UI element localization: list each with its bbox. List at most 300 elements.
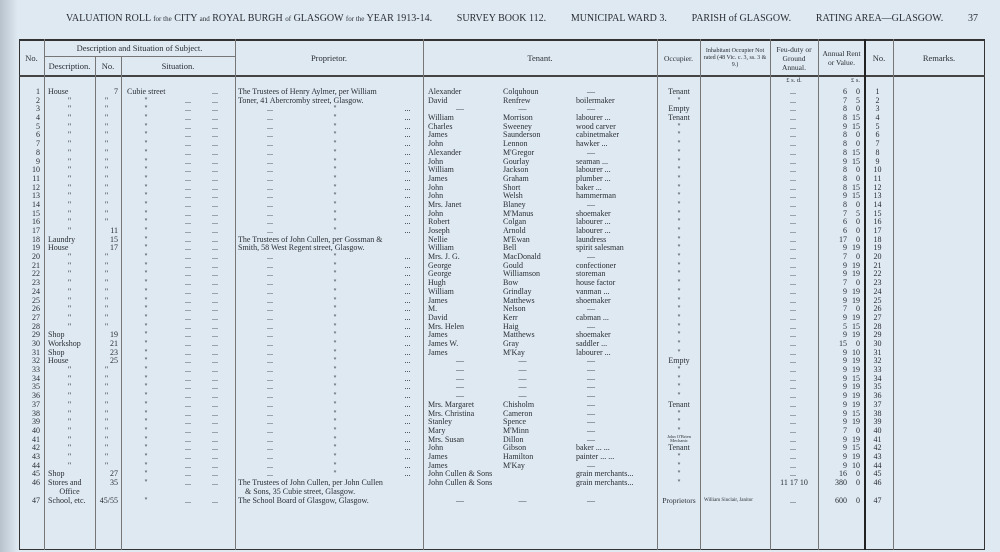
feu-duty-dots: ... <box>790 496 796 506</box>
tenant-first-name: David <box>428 312 448 322</box>
tenant-first-name: Mrs. J. G. <box>428 252 460 262</box>
row-number-right: 3 <box>875 104 880 114</box>
rent-pounds: 9 <box>843 156 847 166</box>
leader-dots: ... <box>267 330 273 340</box>
leader-dots: ... <box>267 139 273 149</box>
tenant-occupation: baker ... ... <box>576 443 610 453</box>
feu-duty-dots: ... <box>790 373 796 383</box>
occupier: " <box>677 347 681 357</box>
leader-dots: ... <box>212 130 218 140</box>
proprietor-ditto: " <box>333 469 337 479</box>
row-number-right: 12 <box>873 182 882 192</box>
leader-dots: ... <box>212 182 218 192</box>
tenant-occupation: — <box>587 434 595 444</box>
tenant-surname: M'Gregor <box>503 147 535 157</box>
tenant-occupation: grain merchants... <box>576 469 634 479</box>
tenant-occupation: — <box>587 356 595 366</box>
leader-dots: ... <box>404 226 411 236</box>
tenant-surname: Dillon <box>503 434 524 444</box>
rent-shillings: 15 <box>852 408 860 418</box>
row-number-right: 8 <box>875 147 880 157</box>
leader-dots: ... <box>212 417 218 427</box>
rent-pounds: 6 <box>843 87 847 96</box>
leader-dots: ... <box>267 104 273 114</box>
leader-dots: ... <box>185 173 191 183</box>
proprietor-ditto: " <box>333 278 337 288</box>
feu-duty-dots: ... <box>790 460 796 470</box>
tenant-surname: Matthews <box>503 330 535 340</box>
proprietor-ditto: " <box>333 295 337 305</box>
leader-dots: ... <box>185 339 191 348</box>
tenant-surname: Graham <box>503 173 529 183</box>
rent-pounds: 9 <box>843 417 847 427</box>
row-number: 15 <box>32 208 40 218</box>
description: " <box>67 286 72 296</box>
tenant-occupation: — <box>587 147 595 157</box>
leader-dots: ... <box>185 252 191 262</box>
feu-duty-dots: ... <box>790 451 796 461</box>
rent-pounds: 5 <box>843 321 847 331</box>
occupier: " <box>677 260 681 270</box>
description: " <box>67 260 72 270</box>
tenant-occupation: labourer ... <box>576 347 611 357</box>
row-number: 6 <box>36 130 40 140</box>
occupier: Tenant <box>668 113 690 123</box>
rent-pounds: 7 <box>843 95 847 105</box>
leader-dots: ... <box>404 191 411 201</box>
leader-dots: ... <box>212 478 218 488</box>
rent-pounds: 8 <box>843 147 847 157</box>
rent-shillings: 19 <box>852 382 860 392</box>
leader-dots: ... <box>212 87 218 96</box>
leader-dots: ... <box>404 121 411 131</box>
row-number: 42 <box>32 443 40 453</box>
leader-dots: ... <box>404 408 411 418</box>
rent-shillings: 0 <box>856 469 860 479</box>
header-number: No. <box>101 60 115 71</box>
situation-ditto: " <box>144 469 148 479</box>
proprietor-ditto: " <box>333 373 337 383</box>
row-number-right: 26 <box>873 304 882 314</box>
situation-ditto: " <box>144 208 148 218</box>
proprietor-ditto: " <box>333 130 337 140</box>
column-rule <box>235 39 236 550</box>
leader-dots: ... <box>185 165 191 175</box>
tenant-surname: M'Ewan <box>503 234 530 244</box>
tenant-first-name: — <box>456 496 464 506</box>
row-number-right: 36 <box>873 391 882 401</box>
leader-dots: ... <box>404 330 411 340</box>
proprietor-ditto: " <box>333 191 337 201</box>
tenant-occupation: — <box>587 321 595 331</box>
description: " <box>67 312 72 322</box>
column-rule <box>423 39 424 550</box>
description: " <box>67 391 72 401</box>
rent-shillings: 15 <box>852 373 860 383</box>
tenant-surname: Cameron <box>503 408 533 418</box>
header-feu-duty: Feu-duty or Ground Annual. <box>776 44 812 72</box>
leader-dots: ... <box>185 469 191 479</box>
occupier: " <box>677 165 681 175</box>
occupier: Tenant <box>668 399 690 409</box>
description: " <box>67 147 72 157</box>
tenant-first-name: — <box>456 373 464 383</box>
leader-dots: ... <box>267 260 273 270</box>
rent-shillings: 10 <box>852 347 860 357</box>
situation-ditto: " <box>144 339 148 348</box>
row-number: 47 <box>32 496 40 506</box>
rent-pounds: 9 <box>843 260 847 270</box>
leader-dots: ... <box>404 382 411 392</box>
row-number: 23 <box>32 278 40 288</box>
street-number: " <box>104 408 109 418</box>
feu-duty-dots: ... <box>790 130 796 140</box>
rent-shillings: 0 <box>856 496 860 506</box>
tenant-occupation: shoemaker <box>576 295 611 305</box>
tenant-surname: Colgan <box>503 217 527 227</box>
row-number-right: 10 <box>873 165 882 175</box>
row-number-right: 7 <box>875 139 880 149</box>
situation-ditto: " <box>144 104 148 114</box>
tenant-surname <box>503 469 575 478</box>
situation-ditto: " <box>144 269 148 279</box>
rent-shillings: 19 <box>852 295 860 305</box>
situation-ditto: " <box>144 113 148 123</box>
roll-title <box>66 13 432 24</box>
row-number-right: 44 <box>873 460 882 470</box>
column-rule <box>700 39 701 550</box>
leader-dots: ... <box>212 321 218 331</box>
row-number: 26 <box>32 304 40 314</box>
leader-dots: ... <box>267 451 273 461</box>
situation-ditto: " <box>144 312 148 322</box>
proprietor-ditto: " <box>333 217 337 227</box>
tenant-occupation: hammerman <box>576 191 616 201</box>
description: " <box>67 226 72 236</box>
row-number: 21 <box>32 260 40 270</box>
leader-dots: ... <box>404 391 411 401</box>
situation-ditto: " <box>144 147 148 157</box>
leader-dots: ... <box>185 460 191 470</box>
tenant-first-name: Robert <box>428 217 450 227</box>
leader-dots: ... <box>212 234 218 244</box>
tenant-occupation: cabinetmaker <box>576 130 620 140</box>
leader-dots: ... <box>267 373 273 383</box>
row-number-right: 9 <box>875 156 880 166</box>
occupier: " <box>677 304 681 314</box>
situation-ditto: " <box>144 173 148 183</box>
row-number: 27 <box>32 312 40 322</box>
leader-dots: ... <box>185 208 191 218</box>
leader-dots: ... <box>212 399 218 409</box>
description: Workshop <box>48 339 81 348</box>
feu-duty-dots: ... <box>790 469 796 479</box>
leader-dots: ... <box>185 217 191 227</box>
row-number: 36 <box>32 391 40 401</box>
row-number-right: 45 <box>873 469 882 479</box>
leader-dots: ... <box>267 130 273 140</box>
proprietor-ditto: " <box>333 417 337 427</box>
rent-pounds: 9 <box>843 295 847 305</box>
situation-ditto: " <box>144 496 148 506</box>
proprietor-ditto: " <box>333 304 337 314</box>
rent-shillings: 19 <box>852 243 860 253</box>
description: " <box>67 365 72 375</box>
header-situation: Situation. <box>161 60 195 71</box>
tenant-first-name: John <box>428 182 444 192</box>
leader-dots: ... <box>212 373 218 383</box>
tenant-first-name: John <box>428 208 444 218</box>
tenant-first-name: John Cullen & Sons <box>428 478 493 488</box>
rent-pounds: 8 <box>843 182 847 192</box>
occupier: Empty <box>668 356 690 366</box>
rent-shillings: 15 <box>852 321 860 331</box>
leader-dots: ... <box>404 339 411 348</box>
rent-shillings: 0 <box>856 252 860 262</box>
description: " <box>67 269 72 279</box>
tenant-first-name: James <box>428 347 448 357</box>
rent-pounds: 9 <box>843 269 847 279</box>
leader-dots: ... <box>267 356 273 366</box>
title-part: CITY <box>174 13 198 24</box>
leader-dots: ... <box>267 182 273 192</box>
inhabitant-occupier: William Sinclair, Janitor <box>704 498 753 504</box>
tenant-occupation: grain merchants... <box>576 478 634 488</box>
title-part: GLASGOW <box>293 13 344 24</box>
tenant-first-name: James W. <box>428 339 459 348</box>
description: " <box>67 191 72 201</box>
tenant-occupation: labourer ... <box>576 226 611 236</box>
row-number: 18 <box>32 234 40 244</box>
title-part: for the <box>153 15 172 23</box>
feu-duty-dots: ... <box>790 443 796 453</box>
tenant-occupation: plumber ... <box>576 173 611 183</box>
rent-pounds: 9 <box>843 460 847 470</box>
occupier: " <box>677 339 681 348</box>
feu-duty-dots: ... <box>790 434 796 444</box>
row-number: 43 <box>32 451 40 461</box>
leader-dots: ... <box>185 451 191 461</box>
leader-dots: ... <box>267 417 273 427</box>
leader-dots: ... <box>404 356 411 366</box>
rent-shillings: 19 <box>852 451 860 461</box>
rent-shillings: 0 <box>856 425 860 435</box>
proprietor-ditto: " <box>333 347 337 357</box>
leader-dots: ... <box>404 399 411 409</box>
leader-dots: ... <box>267 208 273 218</box>
occupier: " <box>677 478 681 488</box>
leader-dots: ... <box>212 95 218 105</box>
rent-shillings: 19 <box>852 356 860 366</box>
occupier: " <box>677 295 681 305</box>
tenant-surname: Matthews <box>503 295 535 305</box>
description: " <box>67 139 72 149</box>
feu-duty-dots: ... <box>790 295 796 305</box>
occupier: " <box>677 373 681 383</box>
leader-dots: ... <box>212 121 218 131</box>
leader-dots: ... <box>212 391 218 401</box>
leader-dots: ... <box>212 443 218 453</box>
survey-book: SURVEY BOOK 112. <box>456 13 547 24</box>
header-annual-rent: Annual Rent or Value. <box>822 49 861 67</box>
situation-ditto: " <box>144 278 148 288</box>
occupier: Proprietors <box>662 496 696 506</box>
rent-shillings: 19 <box>852 330 860 340</box>
leader-dots: ... <box>185 269 191 279</box>
row-number: 2 <box>36 95 40 105</box>
occupier: " <box>677 95 681 105</box>
situation-ditto: " <box>144 130 148 140</box>
proprietor-ditto: " <box>333 269 337 279</box>
situation-ditto: " <box>144 156 148 166</box>
situation-ditto: " <box>144 199 148 209</box>
street-number: " <box>104 286 109 296</box>
tenant-first-name: Nellie <box>428 234 448 244</box>
rent-pounds: 8 <box>843 104 847 114</box>
proprietor-ditto: " <box>333 104 337 114</box>
tenant-occupation: house factor <box>576 278 616 288</box>
feu-duty-dots: ... <box>790 356 796 366</box>
occupier: " <box>677 121 681 131</box>
tenant-first-name: William <box>428 286 454 296</box>
tenant-first-name: M. <box>428 304 438 314</box>
leader-dots: ... <box>404 434 411 444</box>
proprietor-ditto: " <box>333 226 337 236</box>
leader-dots: ... <box>212 199 218 209</box>
occupier: " <box>677 330 681 340</box>
tenant-occupation: — <box>587 399 595 409</box>
feu-duty-dots: ... <box>790 269 796 279</box>
row-number-right: 28 <box>873 321 882 331</box>
tenant-first-name: — <box>456 365 464 375</box>
proprietor-ditto: " <box>333 382 337 392</box>
row-number: 3 <box>36 104 40 114</box>
situation-ditto: " <box>144 295 148 305</box>
feu-duty-dots: ... <box>790 243 796 253</box>
feu-duty-dots: ... <box>790 121 796 131</box>
occupier: " <box>677 252 681 262</box>
leader-dots: ... <box>267 408 273 418</box>
street-number: " <box>104 417 109 427</box>
tenant-surname: Colquhoun <box>503 87 539 96</box>
title-part: ROYAL BURGH <box>212 13 283 24</box>
rent-shillings: 15 <box>852 113 860 123</box>
street-number: " <box>104 182 109 192</box>
column-rule <box>893 39 894 550</box>
leader-dots: ... <box>212 347 218 357</box>
street-number: " <box>104 312 109 322</box>
situation-ditto: " <box>144 234 148 244</box>
feu-duty-dots: ... <box>790 165 796 175</box>
leader-dots: ... <box>185 425 191 435</box>
tenant-first-name: Mary <box>428 425 446 435</box>
street-number: " <box>104 425 109 435</box>
rent-shillings: 0 <box>856 478 860 488</box>
tenant-occupation: — <box>587 417 595 427</box>
rent-pounds: 15 <box>839 339 847 348</box>
tenant-first-name: Joseph <box>428 226 450 236</box>
row-number: 11 <box>32 173 40 183</box>
tenant-occupation: boilermaker <box>576 95 615 105</box>
row-number-right: 25 <box>873 295 882 305</box>
parish: PARISH of GLASGOW. <box>691 13 792 24</box>
running-header <box>66 13 978 24</box>
leader-dots: ... <box>185 304 191 314</box>
situation-ditto: " <box>144 252 148 262</box>
feu-duty-dots: ... <box>790 330 796 340</box>
proprietor: The Trustees of Henry Aylmer, per William <box>238 87 377 96</box>
row-number: 35 <box>32 382 40 392</box>
feu-duty-dots: ... <box>790 347 796 357</box>
rent-pounds: 16 <box>839 469 847 479</box>
proprietor: The School Board of Glasgow, Glasgow. <box>238 496 369 506</box>
street-number: " <box>104 165 109 175</box>
leader-dots: ... <box>185 191 191 201</box>
proprietor-ditto: " <box>333 286 337 296</box>
row-number: 1 <box>36 87 40 96</box>
row-number: 30 <box>32 339 40 348</box>
tenant-surname: Welsh <box>503 191 523 201</box>
proprietor-ditto: " <box>333 321 337 331</box>
tenant-first-name: Mrs. Margaret <box>428 399 475 409</box>
feu-duty-dots: ... <box>790 208 796 218</box>
description: Laundry <box>48 234 76 244</box>
description: " <box>67 295 72 305</box>
rent-pounds: 8 <box>843 173 847 183</box>
leader-dots: ... <box>267 382 273 392</box>
occupier: " <box>677 130 681 140</box>
tenant-surname: Sweeney <box>503 121 532 131</box>
tenant-occupation: — <box>587 104 595 114</box>
leader-dots: ... <box>267 278 273 288</box>
rent-shillings: 19 <box>852 269 860 279</box>
row-number: 8 <box>36 147 40 157</box>
feu-duty-dots: ... <box>790 95 796 105</box>
occupier: " <box>677 199 681 209</box>
row-number-right: 2 <box>875 95 880 105</box>
street-number: 25 <box>110 356 118 366</box>
row-number-right: 43 <box>873 451 882 461</box>
tenant-first-name: — <box>456 382 464 392</box>
row-number: 39 <box>32 417 40 427</box>
leader-dots: ... <box>212 260 218 270</box>
leader-dots: ... <box>267 165 273 175</box>
leader-dots: ... <box>404 217 411 227</box>
tenant-surname <box>503 478 575 487</box>
feu-duty-dots: ... <box>790 139 796 149</box>
tenant-occupation: — <box>587 425 595 435</box>
rent-pounds: 7 <box>843 304 847 314</box>
feu-duty: 11 17 10 <box>780 478 808 488</box>
row-number-right: 21 <box>873 260 882 270</box>
tenant-occupation: — <box>587 199 595 209</box>
street-number: " <box>104 373 109 383</box>
tenant-occupation: labourer ... <box>576 113 611 123</box>
leader-dots: ... <box>267 191 273 201</box>
feu-duty-dots: ... <box>790 226 796 236</box>
tenant-occupation: — <box>587 496 595 506</box>
proprietor-ditto: " <box>333 139 337 149</box>
leader-dots: ... <box>404 373 411 383</box>
rent-pounds: 7 <box>843 278 847 288</box>
row-number: 29 <box>32 330 40 340</box>
row-number: 40 <box>32 425 40 435</box>
feu-duty-dots: ... <box>790 365 796 375</box>
proprietor-line-2: & Sons, 35 Cubie street, Glasgow. <box>245 486 356 496</box>
leader-dots: ... <box>267 269 273 279</box>
leader-dots: ... <box>212 496 218 506</box>
tenant-occupation: — <box>587 304 595 314</box>
